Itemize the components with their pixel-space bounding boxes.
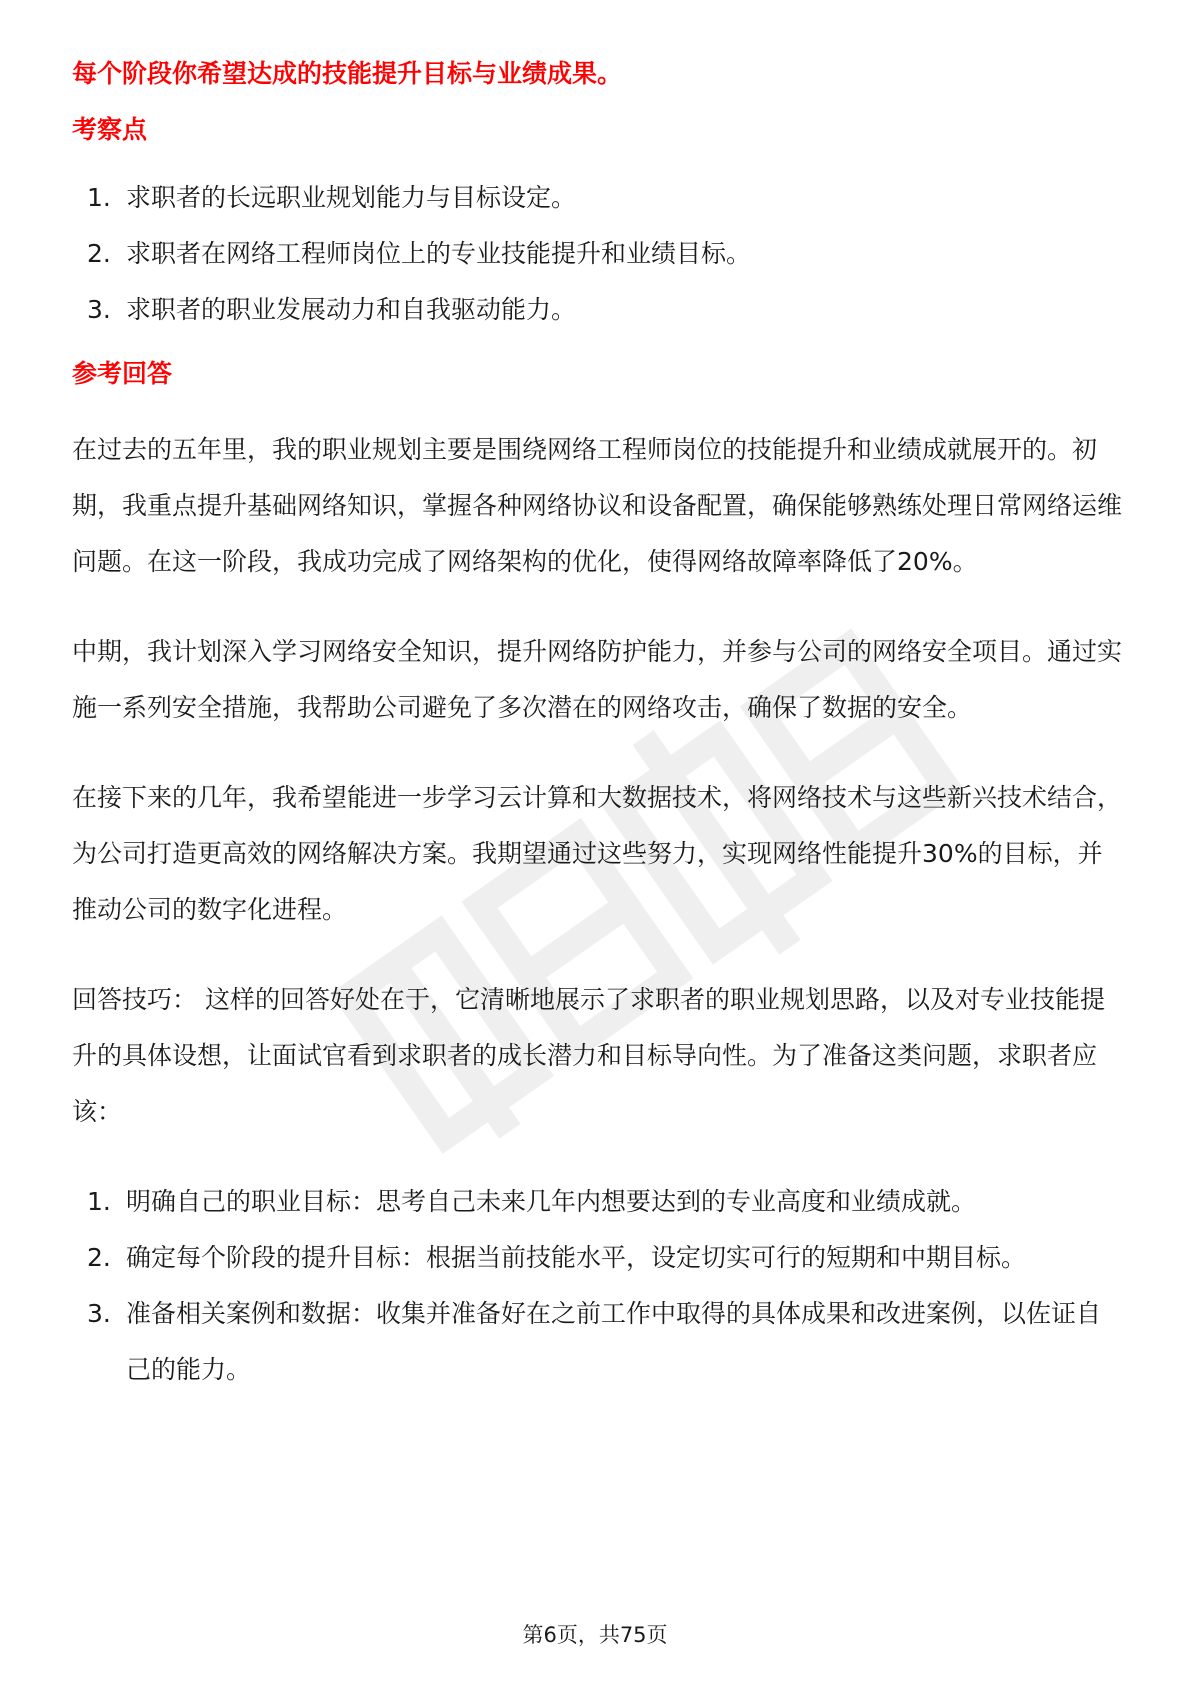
- list-item: [72, 1286, 1122, 1398]
- answer-paragraph: 在过去的五年里，我的职业规划主要是围绕网络工程师岗位的技能提升和业绩成就展开的。初期，我重点提升基础网络知识，掌握各种网络协议和设备配置，确保能够熟练处理日常网络运维问题。在这一阶段，我成功完成了网络架构的优化，使得网络故障率降低了20%。: [72, 435, 1123, 576]
- list-item-number: 1.: [87, 183, 111, 212]
- list-item-number: 3.: [87, 295, 111, 324]
- list-item-text: 求职者在网络工程师岗位上的专业技能提升和业绩目标。: [126, 239, 752, 268]
- section-heading-answer: 参考回答: [72, 359, 173, 388]
- section-heading-examine: 考察点: [72, 115, 148, 144]
- list-item-text: 准备相关案例和数据：收集并准备好在之前工作中取得的具体成果和改进案例，以佐证自己的能力。: [126, 1299, 1102, 1384]
- page-title: 每个阶段你希望达成的技能提升目标与业绩成果。: [72, 59, 623, 88]
- list-item: [72, 282, 1122, 338]
- list-item-text: 确定每个阶段的提升目标：根据当前技能水平，设定切实可行的短期和中期目标。: [126, 1243, 1027, 1272]
- answer-tips-paragraph: 回答技巧： 这样的回答好处在于，它清晰地展示了求职者的职业规划思路，以及对专业技能提升的具体设想，让面试官看到求职者的成长潜力和目标导向性。为了准备这类问题，求职者应该：: [72, 985, 1105, 1126]
- examine-point-list: [72, 170, 1122, 338]
- list-item-text: 求职者的长远职业规划能力与目标设定。: [126, 183, 577, 212]
- list-item-number: 2.: [87, 239, 111, 268]
- answer-tips-list: [72, 1174, 1122, 1398]
- answer-paragraph: 中期，我计划深入学习网络安全知识，提升网络防护能力，并参与公司的网络安全项目。通过实施一系列安全措施，我帮助公司避免了多次潜在的网络攻击，确保了数据的安全。: [72, 637, 1123, 722]
- list-item: [72, 170, 1122, 226]
- page-number-footer: 第6页，共75页: [522, 1623, 668, 1647]
- list-item: [72, 226, 1122, 282]
- answer-paragraph: 在接下来的几年，我希望能进一步学习云计算和大数据技术，将网络技术与这些新兴技术结合，为公司打造更高效的网络解决方案。我期望通过这些努力，实现网络性能提升30%的目标，并推动公司的数字化进程。: [72, 783, 1123, 924]
- list-item-text: 求职者的职业发展动力和自我驱动能力。: [126, 295, 577, 324]
- list-item-number: 3.: [87, 1299, 111, 1328]
- list-item: [72, 1174, 1122, 1230]
- list-item-number: 1.: [87, 1187, 111, 1216]
- list-item: [72, 1230, 1122, 1286]
- document-page: [72, 56, 1122, 1398]
- list-item-text: 明确自己的职业目标：思考自己未来几年内想要达到的专业高度和业绩成就。: [126, 1187, 977, 1216]
- list-item-number: 2.: [87, 1243, 111, 1272]
